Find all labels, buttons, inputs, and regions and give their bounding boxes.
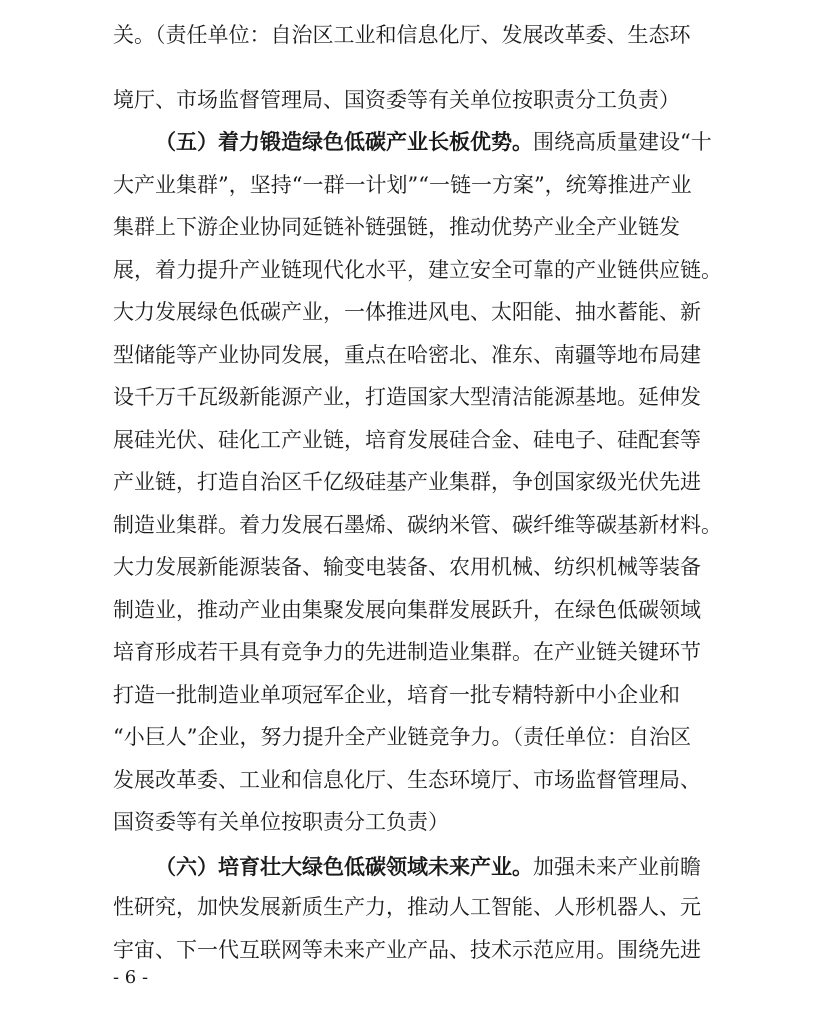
section-five-heading: （五）着力锻造绿色低碳产业长板优势。 [155, 130, 533, 154]
text-line [113, 547, 755, 587]
line-text: 制造业，推动产业由集聚发展向集群发展跃升，在绿色低碳领域 [113, 598, 701, 622]
text-line [113, 802, 755, 842]
text-line [113, 377, 755, 417]
line-text: 培育形成若干具有竞争力的先进制造业集群。在产业链关键环节 [113, 640, 701, 664]
line-text: 产业链，打造自治区千亿级硅基产业集群，争创国家级光伏先进 [113, 470, 701, 494]
line-text: 展，着力提升产业链现代化水平，建立安全可靠的产业链供应链。 [113, 258, 722, 282]
text-line [113, 760, 755, 800]
line-text: 宇宙、下一代互联网等未来产业产品、技术示范应用。围绕先进 [113, 938, 701, 962]
line-text: 大力发展绿色低碳产业，一体推进风电、太阳能、抽水蓄能、新 [113, 300, 701, 324]
text-line [113, 80, 755, 120]
text-line [113, 335, 755, 375]
text-line [113, 15, 755, 55]
page-number: - 6 - [113, 967, 149, 988]
line-text: 大产业集群”，坚持“一群一计划”“一链一方案”，统筹推进产业 [113, 173, 692, 197]
text-line [113, 717, 755, 757]
line-text: 大力发展新能源装备、输变电装备、农用机械、纺织机械等装备 [113, 555, 701, 579]
section-six-heading-line [155, 847, 755, 887]
line-text: 国资委等有关单位按职责分工负责） [113, 810, 449, 834]
text-line [113, 505, 755, 545]
line-text: 集群上下游企业协同延链补链强链，推动优势产业全产业链发 [113, 215, 680, 239]
section-five-heading-line [155, 122, 755, 162]
section-six-heading: （六）培育壮大绿色低碳领域未来产业。 [155, 855, 533, 879]
text-line [113, 462, 755, 502]
line-text: 加强未来产业前瞻 [533, 855, 701, 879]
line-text: 展硅光伏、硅化工产业链，培育发展硅合金、硅电子、硅配套等 [113, 428, 701, 452]
text-line [113, 675, 755, 715]
line-text: 制造业集群。着力发展石墨烯、碳纳米管、碳纤维等碳基新材料。 [113, 513, 722, 537]
text-line [113, 887, 755, 927]
line-text: 打造一批制造业单项冠军企业，培育一批专精特新中小企业和 [113, 683, 680, 707]
line-text: 围绕高质量建设“十 [533, 130, 712, 154]
text-line [113, 632, 755, 672]
text-line [113, 292, 755, 332]
text-line [113, 250, 755, 290]
line-text: 性研究，加快发展新质生产力，推动人工智能、人形机器人、元 [113, 895, 701, 919]
line-text: 境厅、市场监督管理局、国资委等有关单位按职责分工负责） [113, 88, 680, 112]
line-text: 关。（责任单位：自治区工业和信息化厅、发展改革委、生态环 [113, 23, 691, 47]
line-text: 型储能等产业协同发展，重点在哈密北、准东、南疆等地布局建 [113, 343, 701, 367]
text-line [113, 207, 755, 247]
text-line [113, 420, 755, 460]
text-line [113, 590, 755, 630]
text-line [113, 165, 755, 205]
line-text: “小巨人”企业，努力提升全产业链竞争力。（责任单位：自治区 [113, 725, 691, 749]
line-text: 发展改革委、工业和信息化厅、生态环境厅、市场监督管理局、 [113, 768, 701, 792]
line-text: 设千万千瓦级新能源产业，打造国家大型清洁能源基地。延伸发 [113, 385, 701, 409]
